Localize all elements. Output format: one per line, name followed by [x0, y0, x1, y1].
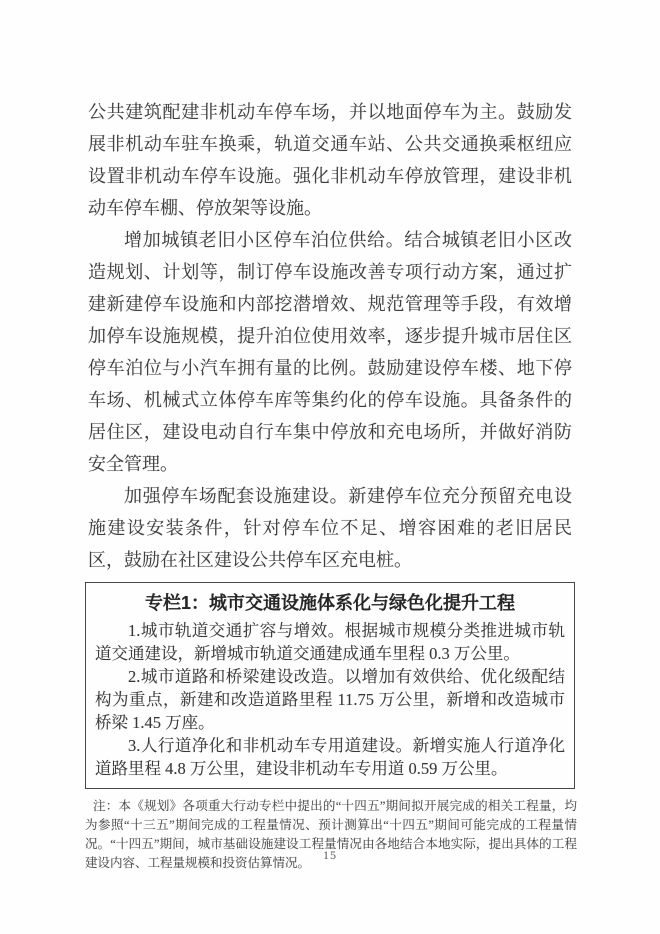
body-paragraph-1: 公共建筑配建非机动车停车场，并以地面停车为主。鼓励发展非机动车驻车换乘，轨道交通车站、公共交通换乘枢纽应设置非机动车停车设施。强化非机动车停放管理，建设非机动车停车棚、停放架等设施。: [88, 102, 572, 218]
footnote: 注：本《规划》各项重大行动专栏中提出的“十四五”期间拟开展完成的相关工程量，均为参照“十三五”期间完成的工程量情况、预计测算出“十四五”期间可能完成的工程量情况。“十四五”期间，城市基础设施建设工程量情况由各地结合本地实际，提出具体的工程建设内容、工程量规模和投资估算情况。: [85, 799, 577, 870]
feature-box-column-1: [85, 582, 575, 789]
body-paragraph-2: 增加城镇老旧小区停车泊位供给。结合城镇老旧小区改造规划、计划等，制订停车设施改善专项行动方案，通过扩建新建停车设施和内部挖潜增效、规范管理等手段，有效增加停车设施规模，提升泊位使用效率，逐步提升城市居住区停车泊位与小汽车拥有量的比例。鼓励建设停车楼、地下停车场、机械式立体停车库等集约化的停车设施。具备条件的居住区，建设电动自行车集中停放和充电场所，并做好消防安全管理。: [88, 230, 572, 474]
body-paragraph-3: 加强停车场配套设施建设。新建停车位充分预留充电设施建设安装条件，针对停车位不足、增容困难的老旧居民区，鼓励在社区建设公共停车区充电桩。: [88, 486, 572, 570]
page-number: 15: [323, 848, 337, 862]
feature-box-item-3: 3.人行道净化和非机动车专用道建设。新增实施人行道净化道路里程 4.8 万公里，建设非机动车专用道 0.59 万公里。: [95, 736, 565, 778]
feature-box-title: 专栏1：城市交通设施体系化与绿色化提升工程: [144, 593, 515, 613]
feature-box-item-1: 1.城市轨道交通扩容与增效。根据城市规模分类推进城市轨道交通建设，新增城市轨道交通建成通车里程 0.3 万公里。: [95, 621, 565, 663]
feature-box-item-2: 2.城市道路和桥梁建设改造。以增加有效供给、优化级配结构为重点，新建和改造道路里程 11.75 万公里，新增和改造城市桥梁 1.45 万座。: [95, 667, 565, 732]
page-content: [85, 96, 577, 873]
